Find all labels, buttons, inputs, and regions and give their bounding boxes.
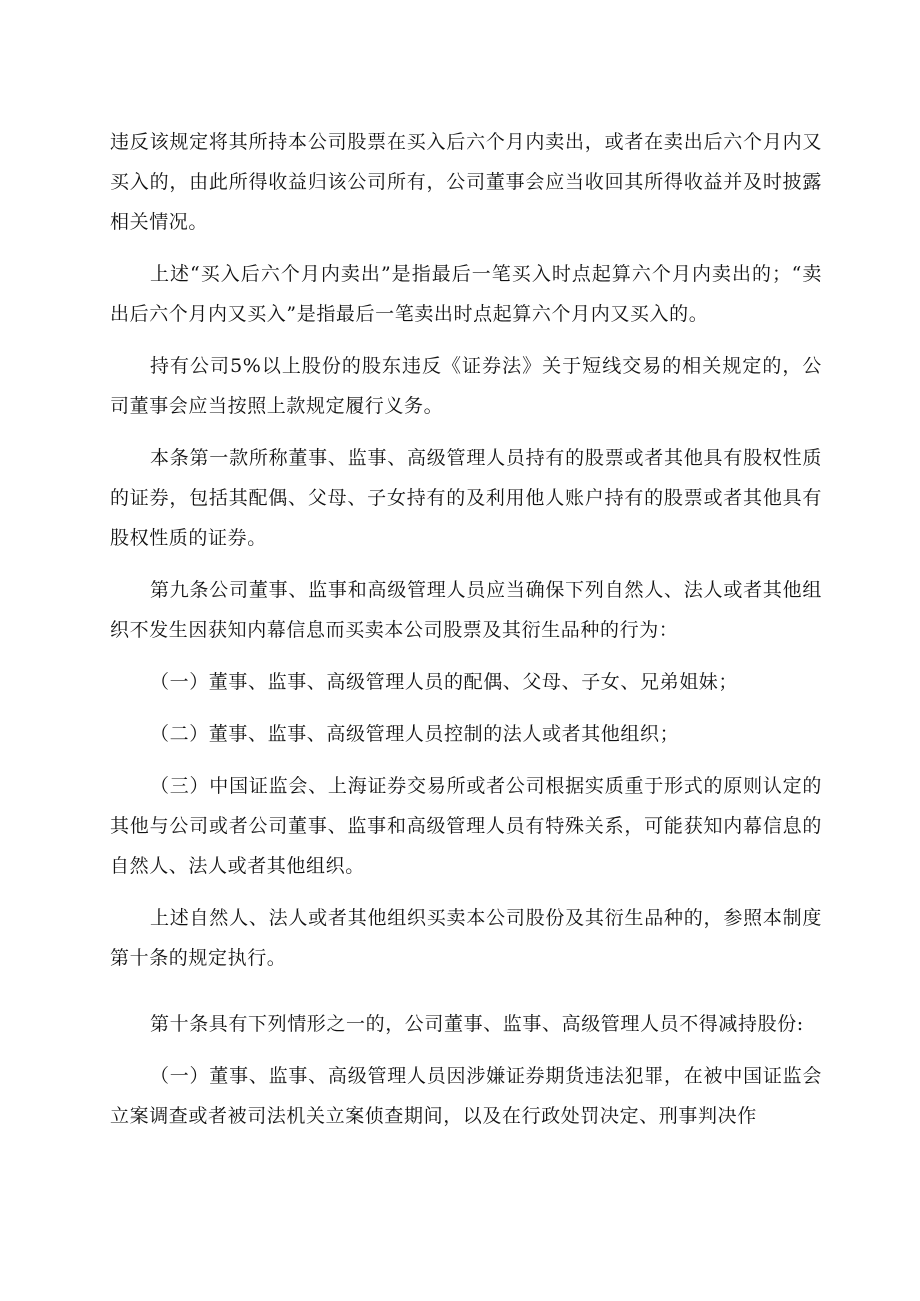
paragraph-article-ten: 第十条具有下列情形之一的，公司董事、监事、高级管理人员不得减持股份: [150,1013,804,1035]
list-item-article-ten-1: （一）董事、监事、高级管理人员因涉嫌证券期货违法犯罪，在被中国证监会立案调查或者被司法机关立案侦查期间，以及在行政处罚决定、刑事判决作 [110,1065,822,1127]
paragraph-short-swing-profit: 违反该规定将其所持本公司股票在买入后六个月内卖出，或者在卖出后六个月内又买入的，由此所得收益归该公司所有，公司董事会应当收回其所得收益并及时披露相关情况。 [110,131,822,233]
paragraph-reference-article-ten: 上述自然人、法人或者其他组织买卖本公司股份及其衍生品种的，参照本制度第十条的规定执行。 [110,907,822,969]
paragraph-securities-scope: 本条第一款所称董事、监事、高级管理人员持有的股票或者其他具有股权性质的证券，包括其配偶、父母、子女持有的及利用他人账户持有的股票或者其他具有股权性质的证券。 [110,447,822,549]
list-item-article-nine-2: （二）董事、监事、高级管理人员控制的法人或者其他组织； [150,723,680,745]
list-item-article-nine-3: （三）中国证监会、上海证券交易所或者公司根据实质重于形式的原则认定的其他与公司或者公司董事、监事和高级管理人员有特殊关系，可能获知内幕信息的自然人、法人或者其他组织。 [110,775,822,877]
paragraph-five-percent-shareholder: 持有公司5%以上股份的股东违反《证券法》关于短线交易的相关规定的，公司董事会应当按照上款规定履行义务。 [110,355,822,417]
list-item-article-nine-1: （一）董事、监事、高级管理人员的配偶、父母、子女、兄弟姐妹； [150,671,739,693]
paragraph-six-month-definition: 上述“买入后六个月内卖出”是指最后一笔买入时点起算六个月内卖出的；“卖出后六个月内又买入”是指最后一笔卖出时点起算六个月内又买入的。 [110,263,822,325]
paragraph-article-nine: 第九条公司董事、监事和高级管理人员应当确保下列自然人、法人或者其他组织不发生因获知内幕信息而买卖本公司股票及其衍生品种的行为： [110,579,822,641]
document-body [110,122,822,1136]
